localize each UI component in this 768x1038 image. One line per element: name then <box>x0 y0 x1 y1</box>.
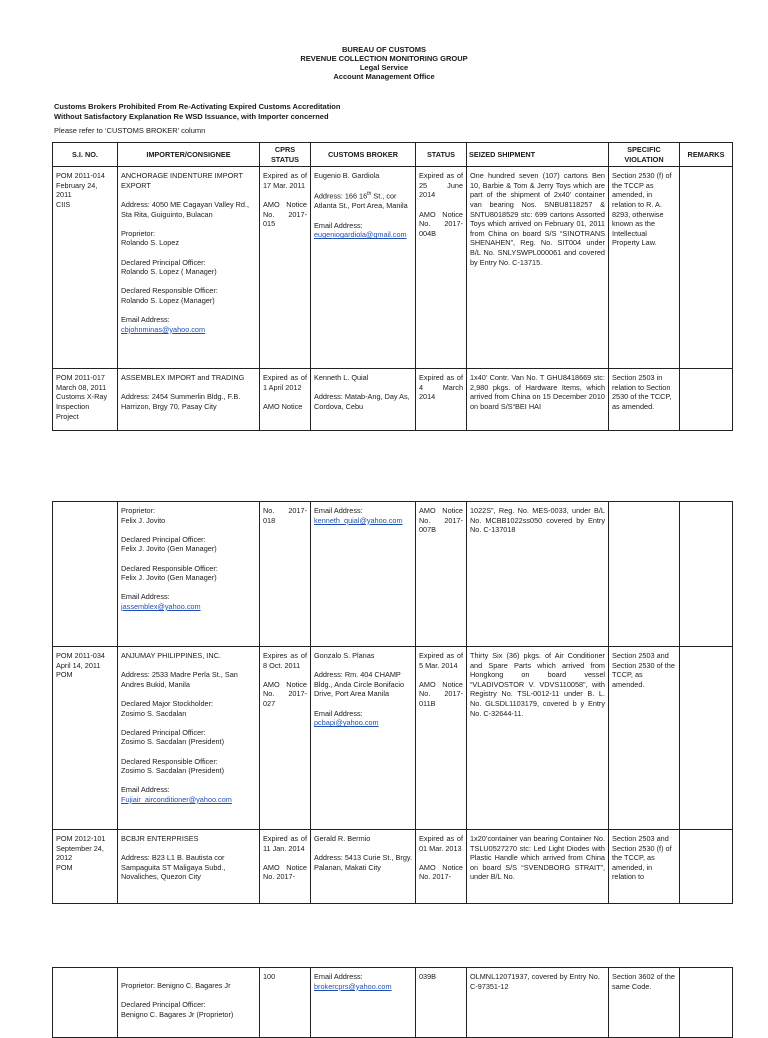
cprs-status-cell: No. 2017-018 <box>260 502 311 647</box>
customs-broker-cell: Email Address: brokercprs@yahoo.com <box>311 968 416 1038</box>
brokers-table-3 <box>52 967 733 1038</box>
status-cell: Expired as of 25 June 2014 AMO Notice No. 2017-004B <box>416 167 467 369</box>
table-row <box>53 830 733 904</box>
cprs-status-cell: Expired as of 17 Mar. 2011 AMO Notice No. 2017-015 <box>260 167 311 369</box>
broker-name: Kenneth L. Quial <box>314 373 369 383</box>
violation-cell: Section 2503 and Section 2530 of the TCCP, as amended. <box>609 647 680 830</box>
col-importer: IMPORTER/CONSIGNEE <box>118 143 260 167</box>
broker-email-link[interactable]: pcbapi@yahoo.com <box>314 718 379 728</box>
importer-email-link[interactable]: jassemblex@yahoo.com <box>121 601 201 611</box>
reference-note: Please refer to ‘CUSTOMS BROKER’ column <box>54 126 206 135</box>
brokers-table-2 <box>52 501 733 904</box>
table-row <box>53 647 733 830</box>
importer-address: Address: B23 L1 B. Bautista cor Sampaguita ST Maligaya Subd., Novaliches, Quezon City <box>121 853 226 882</box>
broker-address: Address: 5413 Curie St., Brgy. Palanan, Makati City <box>314 853 413 872</box>
service-title: Legal Service <box>359 63 409 72</box>
cprs-status-cell: Expired as of 1 April 2012 AMO Notice <box>260 369 311 431</box>
importer-cell: Proprietor: Benigno C. Bagares Jr Declared Principal Officer: Benigno C. Bagares Jr (Proprietor) <box>118 968 260 1038</box>
importer-name: BCBJR ENTERPRISES <box>121 834 199 843</box>
si-no-cell: POM 2011-034 April 14, 2011 POM <box>53 647 118 830</box>
importer-cell <box>118 830 260 904</box>
broker-address: Address: Rm. 404 CHAMP Bldg., Anda Circle Bonifacio Drive, Port Area Manila <box>314 670 405 699</box>
importer-cell: ANJUMAY PHILIPPINES, INC. Address: 2533 Madre Perla St., San Andres Bukid, Manila Declared Major Stockholder: Zosimo S. Sacdalan Declared Principal Officer: Zosimo S. Sacdalan (President) Declared Responsible Officer: Zosimo S. Sacdalan (President) Email Address: Fujiair_airconditioner@yahoo.com <box>118 647 260 830</box>
importer-address: Address: 4050 ME Cagayan Valley Rd., Sta Rita, Guiguinto, Bulacan <box>121 199 250 219</box>
si-no-cell: POM 2011-014 February 24, 2011 CIIS <box>53 167 118 369</box>
col-seized-shipment: SEIZED SHIPMENT <box>467 143 609 167</box>
bureau-title: BUREAU OF CUSTOMS <box>341 45 427 54</box>
col-cprs-status: CPRS STATUS <box>260 143 311 167</box>
remarks-cell <box>680 167 733 369</box>
col-specific-violation: SPECIFIC VIOLATION <box>609 143 680 167</box>
violation-cell: Section 2503 and Section 2530 (f) of the TCCP, as amended, in relation to <box>609 830 680 904</box>
broker-email-link[interactable]: kenneth_quial@yahoo.com <box>314 515 403 525</box>
violation-cell: Section 3602 of the same Code. <box>609 968 680 1038</box>
si-no-cell <box>53 968 118 1038</box>
importer-name: ANJUMAY PHILIPPINES, INC. <box>121 651 221 660</box>
broker-email-link[interactable]: brokercprs@yahoo.com <box>314 981 392 991</box>
status-cell: AMO Notice No. 2017-007B <box>416 502 467 647</box>
document-title-line2: Without Satisfactory Explanation Re WSD Issuance, with Importer concerned <box>54 111 329 121</box>
seized-shipment-cell: 1x40’ Contr. Van No. T GHU8418669 stc: 2,980 pkgs. of Hardware Items, which arrived from China on 15 December 2010 on board S/S“BEI HAI <box>467 369 609 431</box>
importer-email-link[interactable]: Fujiair_airconditioner@yahoo.com <box>121 794 232 804</box>
remarks-cell <box>680 502 733 647</box>
document-title-line1: Customs Brokers Prohibited From Re-Activating Expired Customs Accreditation <box>54 102 341 111</box>
remarks-cell <box>680 369 733 431</box>
cprs-status-cell: Expires as of 8 Oct. 2011 AMO Notice No. 2017-027 <box>260 647 311 830</box>
remarks-cell <box>680 830 733 904</box>
si-no-cell: POM 2012-101 September 24, 2012 POM <box>53 830 118 904</box>
customs-broker-cell <box>311 830 416 904</box>
importer-name: ANCHORAGE INDENTURE IMPORT EXPORT <box>121 171 243 190</box>
status-cell: Expired as of 01 Mar. 2013 AMO Notice No. 2017- <box>416 830 467 904</box>
col-status: STATUS <box>416 143 467 167</box>
seized-shipment-cell: OLMNL12071937, covered by Entry No. C-97351-12 <box>467 968 609 1038</box>
seized-shipment-cell: 1022S”, Reg. No. MES-0033, under B/L No. MCBB1022ss050 covered by Entry No. C-137018 <box>467 502 609 647</box>
customs-broker-cell: Email Address: kenneth_quial@yahoo.com <box>311 502 416 647</box>
violation-cell: Section 2503 in relation to Section 2530 of the TCCP, as amended. <box>609 369 680 431</box>
document-title <box>54 102 340 121</box>
violation-cell: Section 2530 (f) of the TCCP as amended, in relation to R. A. 8293, otherwise known as the Intellectual Property Law. <box>609 167 680 369</box>
violation-cell <box>609 502 680 647</box>
cprs-status-cell: Expired as of 11 Jan. 2014 AMO Notice No. 2017- <box>260 830 311 904</box>
importer-name: ASSEMBLEX IMPORT and TRADING <box>121 373 245 383</box>
broker-name: Gerald R. Bermio <box>314 834 371 843</box>
importer-email-link[interactable]: cbjohnminas@yahoo.com <box>121 324 206 334</box>
seized-shipment-cell: Thirty Six (36) pkgs. of Air Conditioner and Spare Parts which arrived from Hongkong on board vessel “VLADIVOSTOR V. VDVS110058”, with Registry No. TSL-0012-11 under B. L. No. GLSDL1103179, covered b y Entry No. C-32644-11. <box>467 647 609 830</box>
group-title: REVENUE COLLECTION MONITORING GROUP <box>300 54 468 63</box>
col-si-no: S.I. NO. <box>53 143 118 167</box>
table-row <box>53 369 733 431</box>
importer-address: Address: 2533 Madre Perla St., San Andres Bukid, Manila <box>121 670 238 689</box>
remarks-cell <box>680 647 733 830</box>
col-customs-broker: CUSTOMS BROKER <box>311 143 416 167</box>
customs-broker-cell: Eugenio B. Gardiola Address: 166 16th St., cor Atlanta St., Port Area, Manila Email Address: eugeniogardiola@gmail.com <box>311 167 416 369</box>
remarks-cell <box>680 968 733 1038</box>
table-header-row <box>53 143 733 167</box>
importer-cell <box>118 369 260 431</box>
table-row <box>53 502 733 647</box>
customs-broker-cell <box>311 369 416 431</box>
broker-email-link[interactable]: eugeniogardiola@gmail.com <box>314 230 407 240</box>
importer-cell: Proprietor: Felix J. Jovito Declared Principal Officer: Felix J. Jovito (Gen Manager) Declared Responsible Officer: Felix J. Jovito (Gen Manager) Email Address: jassemblex@yahoo.com <box>118 502 260 647</box>
importer-cell: ANCHORAGE INDENTURE IMPORT EXPORT Address: 4050 ME Cagayan Valley Rd., Sta Rita, Guiguinto, Bulacan Proprietor: Rolando S. Lopez Declared Principal Officer: Rolando S. Lopez ( Manager) Declared Responsible Officer: Rolando S. Lopez (Manager) Email Address: cbjohnminas@yahoo.com <box>118 167 260 369</box>
customs-broker-cell: Gonzalo S. Planas Address: Rm. 404 CHAMP Bldg., Anda Circle Bonifacio Drive, Port Area Manila Email Address: pcbapi@yahoo.com <box>311 647 416 830</box>
seized-shipment-cell: One hundred seven (107) cartons Ben 10, Barbie & Tom & Jerry Toys which are part of the shipment of 2x40’ container van bearing Nos. SNBU8118257 & SNTU8018529 stc: 699 cartons Assorted Toys which arrived on February 01, 2011 from China on board S/S “SINOTRANS SHENAHEN”, Reg. No. SIT004 under B/L No. SNLYSWPL000061 and covered by Entry No. C-13715. <box>467 167 609 369</box>
col-remarks: REMARKS <box>680 143 733 167</box>
office-title: Account Management Office <box>333 72 435 81</box>
table-row <box>53 968 733 1038</box>
status-cell: Expired as of 4 March 2014 <box>416 369 467 431</box>
si-no-cell: POM 2011-017 March 08, 2011 Customs X-Ray Inspection Project <box>53 369 118 431</box>
brokers-table-1 <box>52 142 733 431</box>
seized-shipment-cell: 1x20’container van bearing Container No. TSLU0527270 stc: Led Light Diodes with Plastic Handle which arrived from China on board S/S “SVENDBORG STRAIT”, under B/L No. <box>467 830 609 904</box>
broker-name: Eugenio B. Gardiola <box>314 171 380 181</box>
status-cell: 039B <box>416 968 467 1038</box>
importer-address: Address: 2454 Summerlin Bldg., F.B. Harrizon, Brgy 70, Pasay City <box>121 392 241 411</box>
si-no-cell <box>53 502 118 647</box>
table-row <box>53 167 733 369</box>
broker-name: Gonzalo S. Planas <box>314 651 375 660</box>
broker-address: Address: Matab-Ang, Day As, Cordova, Cebu <box>314 392 410 411</box>
status-cell: Expired as of 5 Mar. 2014 AMO Notice No. 2017-011B <box>416 647 467 830</box>
cprs-status-cell: 100 <box>260 968 311 1038</box>
broker-address: Address: 166 16th St., cor Atlanta St., Port Area, Manila <box>314 191 408 211</box>
